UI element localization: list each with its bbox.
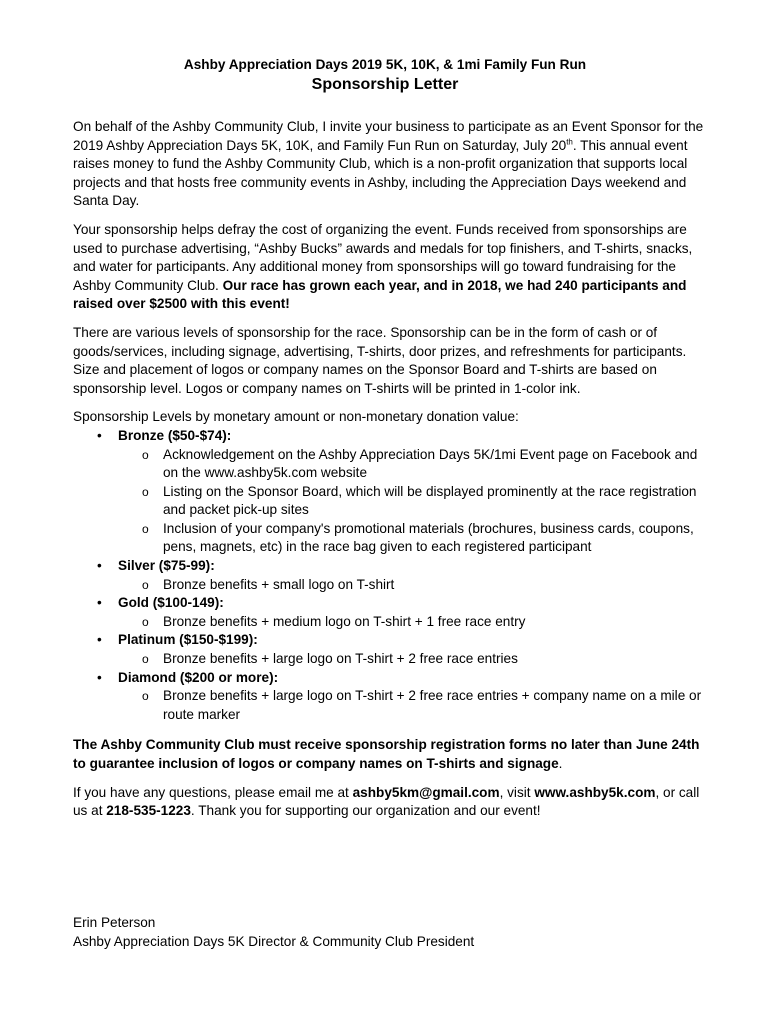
level-benefits-list: [118, 650, 709, 669]
benefit-item: [118, 613, 709, 632]
benefit-text: Bronze benefits + small logo on T-shirt: [163, 576, 395, 592]
level-name: Bronze ($50-$74):: [118, 427, 232, 443]
level-name: Diamond ($200 or more):: [118, 669, 279, 685]
circle-bullet-icon: o: [142, 614, 149, 629]
level-item: [73, 594, 709, 631]
bullet-icon: •: [97, 595, 102, 611]
contact-text-b: , visit: [499, 784, 535, 800]
level-item: [73, 427, 709, 557]
event-subtitle: Ashby Appreciation Days 2019 5K, 10K, & 1mi Family Fun Run: [183, 57, 587, 72]
purpose-text: Your sponsorship helps defray the cost of organizing the event. Funds received from sponsorships are used to purchase advertising, “Ashby Bucks” awards and medals for top finishers, and T-shirts, snacks, and water for participants. Any additional money from sponsorships will go toward fundraising for the Ashby Community Club.: [73, 221, 693, 293]
level-benefits-list: [118, 446, 709, 558]
level-name: Platinum ($150-$199):: [118, 632, 258, 648]
level-benefits-list: [118, 687, 709, 724]
contact-text-d: . Thank you for supporting our organization and our event!: [190, 803, 541, 819]
contact-paragraph: [73, 784, 709, 821]
deadline-period: .: [558, 756, 563, 771]
bullet-icon: •: [97, 558, 102, 574]
circle-bullet-icon: o: [142, 652, 149, 667]
benefit-item: [118, 687, 709, 724]
contact-text-a: If you have any questions, please email me at: [73, 784, 353, 800]
letter-body: [73, 118, 709, 831]
sponsorship-forms-paragraph: There are various levels of sponsorship for the race. Sponsorship can be in the form of cash or of goods/services, including signage, advertising, T-shirts, door prizes, and refreshments for participants. Size and placement of logos or company names on the Sponsor Board and T-shirts are based on sponsorship level. Logos or company names on T-shirts will be printed in 1-color ink.: [73, 324, 687, 396]
bullet-icon: •: [97, 632, 102, 648]
intro-text-b: . This annual event raises money to fund the Ashby Community Club, which is a non-profit organization that supports local projects and that hosts free community events in Ashby, including the Appreciation Days weekend and Santa Day.: [73, 137, 688, 209]
circle-bullet-icon: o: [142, 521, 149, 536]
signer-role: Ashby Appreciation Days 5K Director & Community Club President: [73, 933, 475, 949]
bullet-icon: •: [97, 669, 102, 685]
levels-intro: Sponsorship Levels by monetary amount or non-monetary donation value:: [73, 409, 519, 425]
letter-title: Sponsorship Letter: [311, 76, 459, 93]
benefit-text: Listing on the Sponsor Board, which will be displayed prominently at the race registration and packet pick-up sites: [163, 483, 697, 518]
level-name: Gold ($100-149):: [118, 595, 224, 611]
sponsorship-levels-list: [73, 427, 709, 725]
circle-bullet-icon: o: [142, 447, 149, 462]
benefit-text: Bronze benefits + large logo on T-shirt + 2 free race entries: [163, 651, 518, 667]
benefit-item: [118, 446, 709, 483]
intro-paragraph: [73, 118, 709, 211]
contact-text-c: , or call us at: [73, 784, 700, 819]
contact-email: ashby5km@gmail.com: [352, 784, 500, 800]
level-benefits-list: [118, 576, 709, 595]
growth-highlight: Our race has grown each year, and in 2018, we had 240 participants and raised over $2500 with this event!: [73, 277, 687, 312]
benefit-text: Bronze benefits + medium logo on T-shirt + 1 free race entry: [163, 613, 526, 629]
letter-header: [0, 56, 770, 96]
deadline-text: The Ashby Community Club must receive sponsorship registration forms no later than June 24th to guarantee inclusion of logos or company names on T-shirts and signage: [73, 737, 700, 771]
level-item: [73, 669, 709, 725]
contact-website: www.ashby5k.com: [534, 784, 656, 800]
benefit-item: [118, 650, 709, 669]
level-benefits-list: [118, 613, 709, 632]
date-ordinal-suffix: th: [566, 137, 573, 147]
contact-phone: 218-535-1223: [106, 803, 191, 819]
benefit-item: [118, 520, 709, 557]
intro-text-a: On behalf of the Ashby Community Club, I invite your business to participate as an Event Sponsor for the 2019 Ashby Appreciation Days 5K, 10K, and Family Fun Run on Saturday, July 20: [73, 119, 704, 153]
benefit-item: [118, 483, 709, 520]
signer-name: Erin Peterson: [73, 915, 156, 930]
benefit-item: [118, 576, 709, 595]
signature-block: [73, 914, 474, 951]
benefit-text: Inclusion of your company's promotional materials (brochures, business cards, coupons, pens, magnets, etc) in the race bag given to each registered participant: [163, 520, 694, 555]
level-item: [73, 557, 709, 594]
circle-bullet-icon: o: [142, 577, 149, 592]
circle-bullet-icon: o: [142, 689, 149, 704]
level-item: [73, 631, 709, 668]
bullet-icon: •: [97, 427, 102, 443]
benefit-text: Bronze benefits + large logo on T-shirt + 2 free race entries + company name on a mile or route marker: [163, 688, 702, 722]
deadline-paragraph: [73, 736, 709, 773]
circle-bullet-icon: o: [142, 484, 149, 499]
benefit-text: Acknowledgement on the Ashby Appreciation Days 5K/1mi Event page on Facebook and on the www.ashby5k.com website: [163, 446, 698, 481]
sponsorship-purpose-paragraph: [73, 221, 709, 314]
level-name: Silver ($75-99):: [118, 558, 215, 574]
